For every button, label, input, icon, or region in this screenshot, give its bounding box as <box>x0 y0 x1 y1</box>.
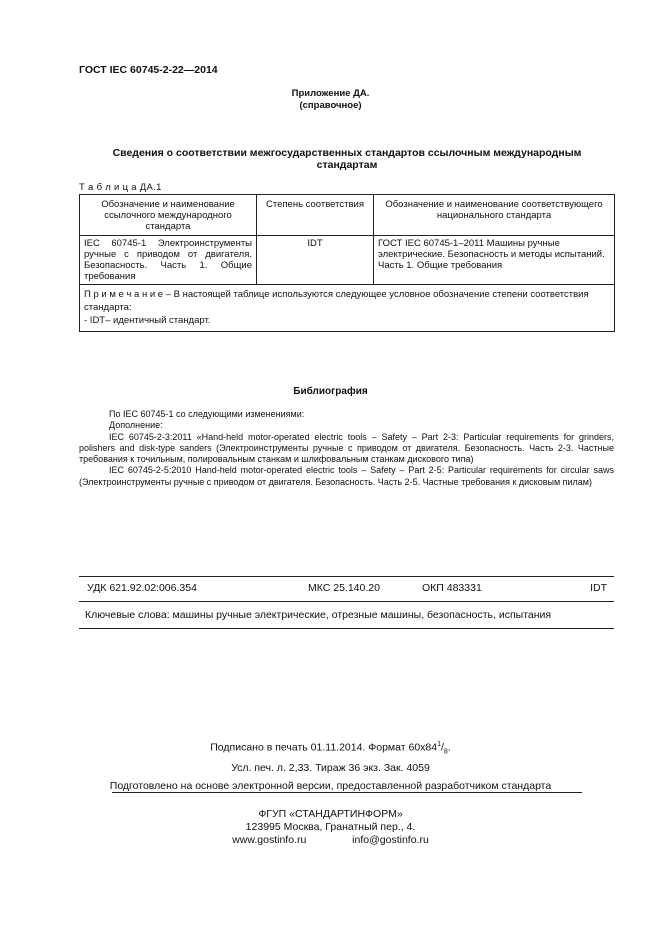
publisher-block <box>0 808 661 834</box>
table-header-row <box>80 195 615 236</box>
correspondence-table <box>79 194 615 332</box>
divider <box>79 628 614 629</box>
bibliography-paragraph: IEC 60745-2-5:2010 Hand-held motor-operated electric tools – Safety – Part 2-5: Particular requirements for circular saws (Электроинструменты ручные с приводом от двигателя. Безопасность. Часть 2-5. Частные требования к дисковым пилам) <box>79 465 614 487</box>
note-item: - IDT– идентичный стандарт. <box>84 315 211 326</box>
format-numerator: 1 <box>437 741 441 748</box>
cell-degree: IDT <box>257 236 374 285</box>
publisher-address: 123995 Москва, Гранатный пер., 4. <box>245 821 416 833</box>
degree-code: IDT <box>590 582 607 594</box>
keywords: Ключевые слова: машины ручные электрические, отрезные машины, безопасность, испытания <box>85 609 552 621</box>
table-note <box>80 285 615 332</box>
udc-code: УДК 621.92.02:006.354 <box>87 582 197 594</box>
annex-heading <box>0 88 661 112</box>
publisher-name: ФГУП «СТАНДАРТИНФОРМ» <box>258 808 403 820</box>
note-label: П р и м е ч а н и е <box>84 289 164 300</box>
bibliography-title: Библиография <box>293 386 368 397</box>
table-caption: Т а б л и ц а ДА.1 <box>79 182 162 193</box>
website-link[interactable]: www.gostinfo.ru <box>232 834 307 846</box>
email-link[interactable]: info@gostinfo.ru <box>352 834 429 846</box>
okp-code: ОКП 483331 <box>422 582 482 594</box>
bibliography-body <box>79 409 614 488</box>
divider <box>79 576 614 577</box>
print-sheets: Усл. печ. л. 2,33. Тираж 36 экз. Зак. 4059 <box>231 762 430 774</box>
annex-title: Приложение ДА. <box>291 88 370 99</box>
bibliography-paragraph: IEC 60745-2-3:2011 «Hand-held motor-operated electric tools – Safety – Part 2-3: Particular requirements for grinders, polishers and disk-type sanders (Электроинструменты ручные с приводом от двигателя. Безопасность. Часть 2-3. Частные требования к точильным, полировальным станкам и шлифовальным станкам дискового типа) <box>79 431 614 465</box>
signed-for-print: Подписано в печать 01.11.2014. Формат $60х84^1/_8$. <box>210 741 451 756</box>
document-number: ГОСТ IEC 60745-2-22—2014 <box>79 64 218 76</box>
contact-row <box>0 834 661 846</box>
header-degree: Степень соответствия <box>257 195 374 236</box>
annex-subtitle: (справочное) <box>299 100 362 111</box>
prepared-note: Подготовлено на основе электронной версии, предоставленной разработчиком стандарта <box>109 780 552 792</box>
bibliography-paragraph: Дополнение: <box>109 420 163 431</box>
divider <box>79 601 614 602</box>
table-note-row <box>80 285 615 332</box>
mks-code: МКС 25.140.20 <box>308 582 380 594</box>
divider <box>112 792 582 793</box>
note-text: – В настоящей таблице используются следующее условное обозначение степени соответствия стандарта: <box>84 289 589 313</box>
table-row <box>80 236 615 285</box>
format-denominator: 8 <box>443 748 448 756</box>
bibliography-paragraph: По IEC 60745-1 со следующими изменениями: <box>109 409 305 419</box>
header-national-standard: Обозначение и наименование соответствующего национального стандарта <box>374 195 615 236</box>
header-intl-standard: Обозначение и наименование ссылочного международного стандарта <box>80 195 257 236</box>
cell-national-standard: ГОСТ IEC 60745-1–2011 Машины ручные электрические. Безопасность и методы испытаний. Часть 1. Общие требования <box>374 236 615 285</box>
cell-intl-standard: IEC 60745-1 Электроинструменты ручные с приводом от двигателя. Безопасность. Часть 1. Общие требования <box>80 236 257 285</box>
main-title: Сведения о соответствии межгосударственных стандартов ссылочным международным стандартам <box>112 147 582 171</box>
signed-text: Подписано в печать 01.11.2014. Формат 60х84 <box>210 741 438 754</box>
